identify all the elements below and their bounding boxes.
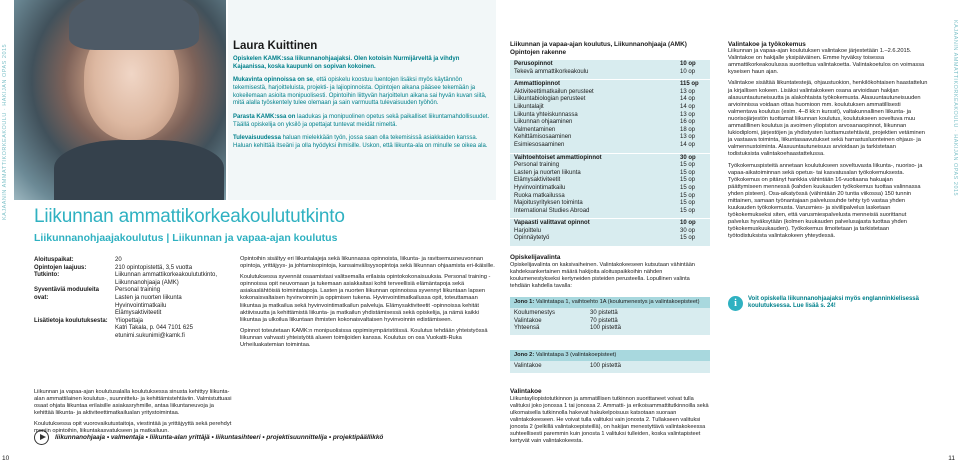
course-name: Opinnäytetyö [514, 235, 550, 242]
course-credits: 10 op [680, 220, 696, 227]
course-credits: 15 op [680, 177, 696, 184]
queue-row [514, 363, 706, 370]
career-list: liikunnanohjaaja • valmentaja • liikunta-alan yrittäjä • liikuntasihteeri • projektisuunnittelija • projektipäällikkö [55, 433, 384, 441]
fact-row [34, 287, 234, 317]
fact-value: Personal training Lasten ja nuorten liikunta Hyvinvointimatkailu Elämysaktiviteetit [115, 287, 182, 317]
course-name: Elämysaktiviteetit [514, 177, 561, 184]
intro-paragraph: Koulutuksessa opit vuorovaikutustaitoja, viestintää ja yrittäjyyttä sekä perehdyt moniin opintoihin, liikuntakasvatukseen ja matkailuun. [34, 421, 232, 435]
course-credits: 115 op [680, 81, 699, 88]
queue-item: Yhteensä [514, 325, 540, 332]
queue-points: 30 pistettä [590, 310, 618, 317]
selection-intro: Opiskelijavalinta on kaksivaiheinen. Valintakokeeseen kutsutaan vähintään kahdeksankertainen määrä hakijoita aloituspaikkoihin nähden koulumenestykseksi kertyneiden pisteiden perusteella. Lopullinen valinta tehdään kahdella tavalla: [510, 262, 695, 289]
queue-row [514, 318, 706, 325]
course-credits: 10 op [680, 61, 696, 67]
course-name: Tekevä ammattikorkeakoulu [514, 68, 589, 75]
description-paragraph: Opintoihin sisältyy eri liikuntalajeja sekä liikunnassa opinnoista, liikunta- ja ravitsemusneuvonnan opintoja, yrittäjyys- ja johtamisopintoja, kansainvälisyysopintoja sekä liikunnan ohjaamista eri-ikäisille. [240, 256, 495, 270]
fact-row [34, 257, 234, 265]
page-number-left: 10 [2, 455, 10, 462]
course-name: International Studies Abroad [514, 207, 590, 214]
course-credits: 14 op [680, 96, 696, 103]
fact-label: Opintojen laajuus: [34, 264, 87, 271]
queue-heading: Jono 1: Valintatapa 1, vaihtoehto 1A (koulumenestys ja valintakoepisteet) [510, 297, 710, 308]
course-name: Ruoka matkailussa [514, 192, 565, 199]
student-name: Laura Kuittinen [233, 40, 318, 52]
section-paragraph: Liikunnan ja vapaa-ajan koulutuksen valintakoe järjestetään 1.–2.6.2015. Valintakoe on hakijalle yksipäiväinen. Emme hyväksy toisessa ammattikorkeakoulussa suoritettua valintakoetta. Valintakoetulos on voimassa kyseisen haun ajan. [728, 48, 925, 76]
course-name: Vaihtoehtoiset ammattiopinnot [514, 154, 602, 161]
structure-group [510, 80, 710, 153]
course-credits: 30 op [680, 227, 696, 234]
course-credits: 15 op [680, 162, 696, 169]
queue-item: Valintakoe [514, 363, 542, 370]
page-title: Liikunnan ammattikorkeakoulututkinto [34, 206, 345, 227]
structure-table [510, 60, 710, 247]
queue-points: 100 pistettä [590, 325, 622, 332]
course-name: Aktiviteettimatkailun perusteet [514, 88, 594, 95]
queue-row [514, 325, 706, 332]
fact-value: Yliopettaja Katri Takala, p. 044 7101 625 etunimi.sukunimi@kamk.fi [115, 317, 193, 339]
structure-group [510, 219, 710, 247]
course-credits: 15 op [680, 207, 696, 214]
description-paragraph: Opinnot toteutetaan KAMK:n monipuolisissa oppimisympäristöissä. Koulutus tehdään yhteistyössä liikunnan vahvasti yhteistyötä alueen toimijoiden kanssa. Koulutus on osa Vuokatti-Ruka Urheiluakatemian toimintaa. [240, 327, 488, 349]
queue-row [514, 310, 706, 317]
facts-list [34, 257, 234, 341]
course-credits: 15 op [680, 169, 696, 176]
course-name: Personal training [514, 162, 560, 169]
quote-paragraph: Parasta KAMK:ssa on laadukas ja monipuolinen opetus sekä paikalliset liikuntamahdollisuudet. Täällä opiskelija on yksilö ja opettajat tuntevat meidät nimeltä. [233, 113, 490, 128]
fact-value: Liikunnan ammattikorkeakoulututkinto, Liikunnanohjaaja (AMK) [115, 272, 218, 286]
structure-group [510, 60, 710, 80]
intro-paragraph: Liikunnan ja vapaa-ajan koulutusalalla koulutuksessa sinusta kehittyy liikunta-alan ammattilainen koulutus-, suunnittelu- ja kehittämistehtäviin. Valmistuttuasi osaat ohjata liikuntaa erilaisille asiakasryhmille, antaa liikuntaneuvoja ja kehittää liikunta- ja aktiviteettimatkailualan yritystoimintaa. [34, 389, 232, 417]
course-credits: 13 op [680, 134, 696, 141]
quote-paragraph: Opiskelen KAMK:ssa liikunnanohjaajaksi. Olen kotoisin Nurmijärveltä ja vihdyn Kajaanissa, koska kaupunki on sopivan kokoinen. [233, 56, 460, 70]
course-name: Lasten ja nuorten liikunta [514, 169, 581, 176]
course-name: Liikunnan ohjaaminen [514, 119, 573, 126]
selection-heading: Opiskelijavalinta [510, 254, 561, 261]
english-programme-note [728, 292, 943, 314]
course-credits: 15 op [680, 235, 696, 242]
structure-heading: Liikunnan ja vapaa-ajan koulutus, Liikunnanohjaaja (AMK) Opintojen rakenne [510, 41, 687, 56]
study-description [240, 256, 496, 353]
course-credits: 13 op [680, 111, 696, 118]
entrance-exam-heading: Valintakoe [510, 388, 542, 395]
fact-row [34, 272, 234, 287]
fact-label: Aloituspaikat: [34, 257, 74, 263]
course-name: Harjoittelu [514, 227, 542, 234]
section-paragraph: Valintakoe sisältää liikuntatestejä, ohjaustuokion, henkilökohtaisen haastattelun ja kirjallisen kokeen. Lisäksi valintakokeen osana arvioidaan hakijan alasuuntautuneisuutta ja alakohtaista työkokemusta. Alasuuntautuneisuuden arvioinnissa voidaan ottaa huomioon mm. koulutuksen ammatillisesti valmentava koulutus (esim. 4–8 kk:n kurssit), valtakunnallinen liikunta- ja nuorisojärjestön tuottamat liikunnan koulutus, koulutukseen soveltuva muu ammatillinen koulutus ja avoimen yliopiston arvosanaopinnot, liikunnan lukiodiplomi, järjestöjen ja yhdistysten luottamustehtävät, projektien vetäminen ja vastaava toiminta, liikuntasaavutukset sekä harrastusluonteinen ohjaus- ja valmennustoiminta. Alasuuntautuneisuus arvioidaan ja tarkistetaan todistuksista valintakoehaastattelussa. [728, 80, 928, 158]
course-name: Kehittämisosaaminen [514, 134, 572, 141]
course-credits: 15 op [680, 192, 696, 199]
course-credits: 15 op [680, 200, 696, 207]
course-credits: 14 op [680, 103, 696, 110]
page-subtitle: Liikunnanohjaajakoulutus | Liikunnan ja vapaa-ajan koulutus [34, 232, 338, 244]
course-name: Perusopinnot [514, 61, 553, 67]
queue-item: Valintakoe [514, 317, 542, 324]
queue-points: 70 pistettä [590, 317, 618, 324]
course-name: Valmentaminen [514, 126, 556, 133]
fact-label: Lisätietoja koulutuksesta: [34, 317, 108, 324]
fact-value: 20 [115, 257, 122, 263]
info-icon: i [728, 296, 743, 311]
entrance-exam-text: Liikuntayliopistotutkinnon ja ammatillisen tutkinnon suorittaneet voivat tulla valituksi joko jonossa 1 tai jonossa 2. Ammatti- ja erikoisammattitutkinnoilla sekä ulkomaisella tutkinnolla hakevat hakukelpoisuus katsotaan suoraan valintakokeeseen. He voivat tulla valituksi vain jonosta 2. Tullakseen valituksi jonosta 2 (pelkillä valintakoepisteillä), on hakijan menestyttävä valintakokeessa suhteellisesti paremmin kuin jonosta 1 valituksi tulleiden, koska valintapisteet kertyvät vain valintakokeesta. [510, 396, 709, 444]
course-credits: 15 op [680, 184, 696, 191]
course-name: Majoitusyrityksen toiminta [514, 200, 583, 207]
side-running-title-left: KAJAANIN AMMATTIKORKEAKOULU · HAKIJAN OPAS 2015 [2, 43, 8, 220]
course-name: Vapaasti valittavat opinnot [514, 220, 590, 227]
queue-2-box [510, 350, 710, 373]
section-heading: Valintakoe ja työkokemus [728, 41, 806, 48]
course-name: Liikuntalajit [514, 103, 544, 110]
course-name: Liikunta yhteiskunnassa [514, 111, 578, 118]
page-number-right: 11 [948, 455, 955, 462]
play-icon [34, 430, 49, 445]
fact-row [34, 318, 234, 341]
course-credits: 13 op [680, 88, 696, 95]
queue-heading: Jono 2: Valintatapa 3 (valintakoepisteet) [510, 350, 710, 361]
note-text: Voit opiskella liikunnanohjaajaksi myös englanninkielisessä koulutuksessa. Lue lisää s. 24! [748, 295, 919, 309]
course-credits: 30 op [680, 154, 696, 161]
fact-label: Syventäviä moduuleita ovat: [34, 287, 100, 301]
course-credits: 10 op [680, 68, 696, 75]
quote-paragraph: Mukavinta opinnoissa on se, että opiskelu koostuu luentojen lisäksi myös käytännön tekemisestä, harjoitteluista, projekti- ja lajiopinnoista. Opintojen aikana pääsee tekemään ja kokeilemaan asioita monipuolisesti. Opintoihin liittyvän harjoittelun aikana sai hyvän kuvan siitä, mitä alalla työskentely tulee olemaan ja sain varmuutta tulevaisuuden työhön. [233, 77, 487, 107]
exam-and-work-experience [728, 41, 928, 245]
side-running-title-right: KAJAANIN AMMATTIKORKEAKOULU · HAKIJAN OPAS 2015 [952, 20, 958, 197]
course-credits: 18 op [680, 126, 696, 133]
course-credits: 14 op [680, 141, 696, 148]
fact-label: Tutkinto: [34, 272, 60, 279]
queue-1-box [510, 297, 710, 335]
course-name: Esimiesosaaminen [514, 141, 565, 148]
fact-row [34, 265, 234, 273]
description-paragraph: Koulutuksessa syvennät osaamistasi valitsemalla erilaisia opintokokonaisuuksia. Personal training -opinnoissa opit neuvomaan ja tukemaan asiakkaitasi kohti terveellisiä elämäntapoja sekä asiakaslähtöisiä toimintatapoja. Lasten ja nuorten liikunnan opinnoissa syvennyt liikuntaan lapsen kokonaisvaltaisen hyvinvoinnin ja oppimisen tukena. Hyvinvointimatkailussa opit, toteuttamaan liikuntaa ja matkailua sekä hyvinvointimatkailun palveluja. Elämysaktiviteetit -opinnoissa kehität aktiivisuutta ja kehittämistä liikunta- ja matkailun yhdistämisessä sekä opiskelija, ja nämä kaikki liikuntaa ja ulkoilua liikuntaan ihmisten kokonaisvaltaisen hyvinvoinnin edistämiseen. [240, 274, 491, 323]
quote-paragraph: Tulevaisuudessa haluan mielekkään työn, jossa saan olla tekemisissä asiakkaiden kanssa. Haluan kehittää itseäni ja olla hyödyksi ihmisille. Uskon, että liikunta-ala on minulle se oikea ala. [233, 134, 488, 149]
queue-points: 100 pistettä [590, 363, 622, 370]
student-photo [14, 0, 226, 200]
queue-item: Koulumenestys [514, 310, 556, 317]
course-name: Ammattiopinnot [514, 81, 560, 88]
course-credits: 16 op [680, 119, 696, 126]
fact-value: 210 opintopistettä, 3,5 vuotta [115, 264, 193, 271]
student-quote [233, 56, 493, 156]
section-paragraph: Työkokemuspisteitä annetaan koulutukseen soveltuvasta liikunta-, nuoriso- ja vapaa-aikatoiminnan sekä opetus- tai kasvatusalan työkokemuksesta. Työkokemus on pitänyt hankkia vähintään 16-vuotiaana hakuajan päättymiseen mennessä (kahden kuukauden työkokemus tuottaa valinnassa yhden pisteen). Osa-aikatyössä (vähintään 20 tuntia viikossa) 150 tunnin mittainen, samaan työnantajaan palvelussuhde tehty työ vastaa yhden kuukauden työkokemusta. Varusmies- ja siviilipalvelus lasketaan työkokemukseksi siten, että varusmiespalvelusta menneisiä suorittanut palvelus hyväksytään (kolmen kuukauden palvelusajasta tuottaa yhden työkokemuskuukauden). Työkokemus ilmoitetaan ja tarkistetaan työtodistuksista valintakokeen yhteydessä. [728, 162, 923, 240]
course-name: Liikuntabiologian perusteet [514, 96, 586, 103]
structure-group [510, 154, 710, 220]
career-bar [34, 427, 504, 447]
course-name: Hyvinvointimatkailu [514, 184, 566, 191]
